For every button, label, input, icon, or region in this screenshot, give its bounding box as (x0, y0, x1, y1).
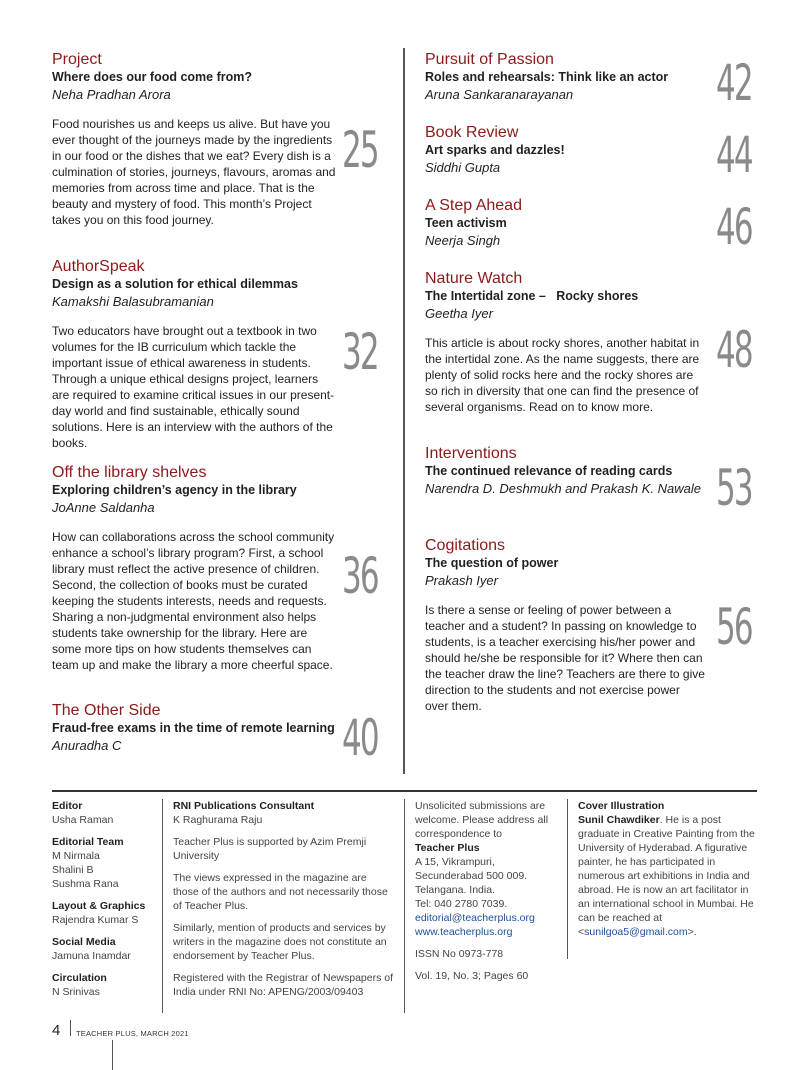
org-name: Teacher Plus (415, 842, 480, 854)
staff-name: N Srinivas (52, 986, 100, 998)
staff-name: Rajendra Kumar S (52, 914, 139, 926)
staff-role: Editorial Team (52, 836, 124, 848)
section-title: Pursuit of Passion (425, 51, 554, 68)
article-title[interactable]: Exploring children’s agency in the library (52, 483, 297, 497)
section-title: The Other Side (52, 702, 161, 719)
staff-name: Usha Raman (52, 814, 114, 826)
section-title: AuthorSpeak (52, 258, 145, 275)
section-title: Off the library shelves (52, 464, 207, 481)
section-title: Cogitations (425, 537, 506, 554)
page-number-56[interactable]: 56 (716, 598, 752, 656)
views-disclaimer: The views expressed in the magazine are those of the authors and not necessarily those of Teacher Plus. (173, 872, 388, 912)
email-link[interactable]: editorial@teacherplus.org (415, 912, 535, 924)
article-title[interactable]: The Intertidal zone – Rocky shores (425, 289, 639, 303)
illustrator-name: Sunil Chawdiker (578, 814, 660, 826)
article-author: Geetha Iyer (425, 306, 493, 321)
article-author: Kamakshi Balasubramanian (52, 294, 214, 309)
page-number-42[interactable]: 42 (716, 54, 752, 112)
article-title[interactable]: Where does our food come from? (52, 70, 253, 84)
masthead-staff (52, 799, 152, 1007)
article-title[interactable]: Fraud-free exams in the time of remote learning (52, 721, 335, 735)
masthead-publication-info (173, 799, 395, 1007)
article-author: Aruna Sankaranarayanan (425, 87, 574, 102)
toc-entry-step-ahead (425, 196, 715, 249)
rni-consultant (173, 799, 395, 827)
support-note: Teacher Plus is supported by Azim Premji University (173, 836, 367, 862)
masthead-circulation (52, 971, 152, 999)
article-title[interactable]: The continued relevance of reading cards (425, 464, 673, 478)
masthead-divider-3 (567, 799, 568, 959)
article-summary: Two educators have brought out a textbook in two volumes for the IB curriculum which tackle the important issue of ethical awareness in students. Through a unique ethical designs project, learners are required to examine critical issues in our present-day world and find sustainable, ethically sound solutions. Here is an interview with the authors of the books. (52, 324, 335, 450)
article-title[interactable]: Art sparks and dazzles! (425, 143, 565, 157)
phone-number: Tel: 040 2780 7039. (415, 898, 508, 910)
page-number-25[interactable]: 25 (342, 121, 378, 179)
article-author: Prakash Iyer (425, 573, 498, 588)
article-summary: Food nourishes us and keeps us alive. But have you ever thought of the journeys made by the ingredients in our food or the dishes that we eat? Every dish is a culmination of stories, journeys, flavours, aromas and memories from across time and place. That is the beauty and mystery of food. This month’s Project takes you on this food journey. (52, 117, 336, 227)
article-title[interactable]: Roles and rehearsals: Think like an actor (425, 70, 669, 84)
masthead-divider (52, 790, 757, 792)
masthead-social-media (52, 935, 152, 963)
email-bracket-close: >. (687, 926, 697, 938)
toc-entry-other-side (52, 701, 337, 754)
staff-role: Social Media (52, 936, 116, 948)
staff-name: M Nirmala (52, 850, 100, 862)
article-author: Narendra D. Deshmukh and Prakash K. Nawale (425, 481, 702, 496)
toc-entry-authorspeak (52, 257, 337, 451)
email-bracket-open: < (578, 926, 585, 938)
article-title[interactable]: Design as a solution for ethical dilemmas (52, 277, 298, 291)
section-title: A Step Ahead (425, 197, 522, 214)
article-title[interactable]: Teen activism (425, 216, 507, 230)
article-summary: How can collaborations across the school community enhance a school’s library program? First, a school library must reflect the active presence of children. Second, the collection of books must be curated keeping the students interests, needs and requests. Sharing a non-judgmental environment also helps students take ownership for the library. Here are some more tips on how students themselves can team up and make the library a more cheerful space. (52, 530, 335, 672)
registration-note: Registered with the Registrar of Newspapers of India under RNI No: APENG/2003/09403 (173, 972, 394, 998)
cover-bio (578, 813, 758, 939)
masthead-divider-1 (162, 799, 163, 1013)
article-author: Anuradha C (52, 738, 122, 753)
address-line: A 15, Vikrampuri, (415, 856, 495, 868)
masthead-cover-credit (578, 799, 758, 939)
masthead-layout (52, 899, 152, 927)
submissions-note: Unsolicited submissions are welcome. Please address all correspondence to (415, 800, 549, 840)
article-summary: This article is about rocky shores, another habitat in the intertidal zone. As the name suggests, there are plenty of solid rocks here and the rocky shores are so rich in diversity that one can find the presence of several organisms. Read on to know more. (425, 336, 700, 414)
section-title: Interventions (425, 445, 517, 462)
staff-role: Circulation (52, 972, 107, 984)
page-number-40[interactable]: 40 (342, 709, 378, 767)
section-title: Nature Watch (425, 270, 523, 287)
masthead-contact (415, 799, 560, 983)
page-number-36[interactable]: 36 (342, 547, 378, 605)
article-title[interactable]: The question of power (425, 556, 559, 570)
endorsement-disclaimer: Similarly, mention of products and services by writers in the magazine does not constitute an endorsement by Teacher Plus. (173, 922, 387, 962)
volume-info: Vol. 19, No. 3; Pages 60 (415, 970, 529, 982)
section-title: Project (52, 51, 102, 68)
page-number-44[interactable]: 44 (716, 126, 752, 184)
toc-entry-pursuit-of-passion (425, 50, 715, 103)
toc-entry-cogitations (425, 536, 705, 714)
folio-page-number: 4 (52, 1022, 61, 1039)
page-number-46[interactable]: 46 (716, 198, 752, 256)
column-divider (403, 48, 405, 774)
consultant-label: RNI Publications Consultant (173, 800, 315, 812)
magazine-issue-label: TEACHER PLUS, MARCH 2021 (76, 1029, 189, 1038)
illustrator-email-link[interactable]: sunilgoa5@gmail.com (584, 926, 688, 938)
staff-name: Shalini B (52, 864, 94, 876)
section-title: Book Review (425, 124, 519, 141)
footer-divider (70, 1020, 71, 1036)
address-line: Secunderabad 500 009. (415, 870, 528, 882)
page-number-32[interactable]: 32 (342, 323, 378, 381)
toc-entry-book-review (425, 123, 715, 176)
cover-label: Cover Illustration (578, 800, 665, 812)
page-number-53[interactable]: 53 (716, 459, 752, 517)
masthead-divider-2 (404, 799, 405, 1013)
article-author: Neha Pradhan Arora (52, 87, 171, 102)
masthead-editorial-team (52, 835, 152, 891)
toc-entry-nature-watch (425, 269, 705, 415)
website-link[interactable]: www.teacherplus.org (415, 926, 513, 938)
masthead-editor (52, 799, 152, 827)
toc-entry-library-shelves (52, 463, 337, 673)
article-author: Siddhi Gupta (425, 160, 501, 175)
footer-binding-mark (112, 1040, 113, 1070)
staff-role: Layout & Graphics (52, 900, 146, 912)
article-author: Neerja Singh (425, 233, 501, 248)
consultant-name: K Raghurama Raju (173, 814, 263, 826)
issn: ISSN No 0973-778 (415, 948, 504, 960)
address-line: Telangana. India. (415, 884, 495, 896)
toc-entry-interventions (425, 444, 710, 497)
toc-entry-project (52, 50, 337, 228)
article-summary: Is there a sense or feeling of power between a teacher and a student? In passing on knowledge to students, is a teacher exercising his/her power and should he/she be responsible for it? Where then can the teacher draw the line? Teachers are there to give direction to the students and not exercise power over them. (425, 603, 705, 713)
page-number-48[interactable]: 48 (716, 321, 752, 379)
staff-role: Editor (52, 800, 83, 812)
article-author: JoAnne Saldanha (52, 500, 155, 515)
illustrator-bio: . He is a post graduate in Creative Painting from the University of Hyderabad. A figurative painter, he has participated in numerous art exhibitions in India and abroad. He is now an art facilitator in an international school in Mumbai. He can be reached at (578, 814, 755, 924)
staff-name: Sushma Rana (52, 878, 119, 890)
staff-name: Jamuna Inamdar (52, 950, 131, 962)
